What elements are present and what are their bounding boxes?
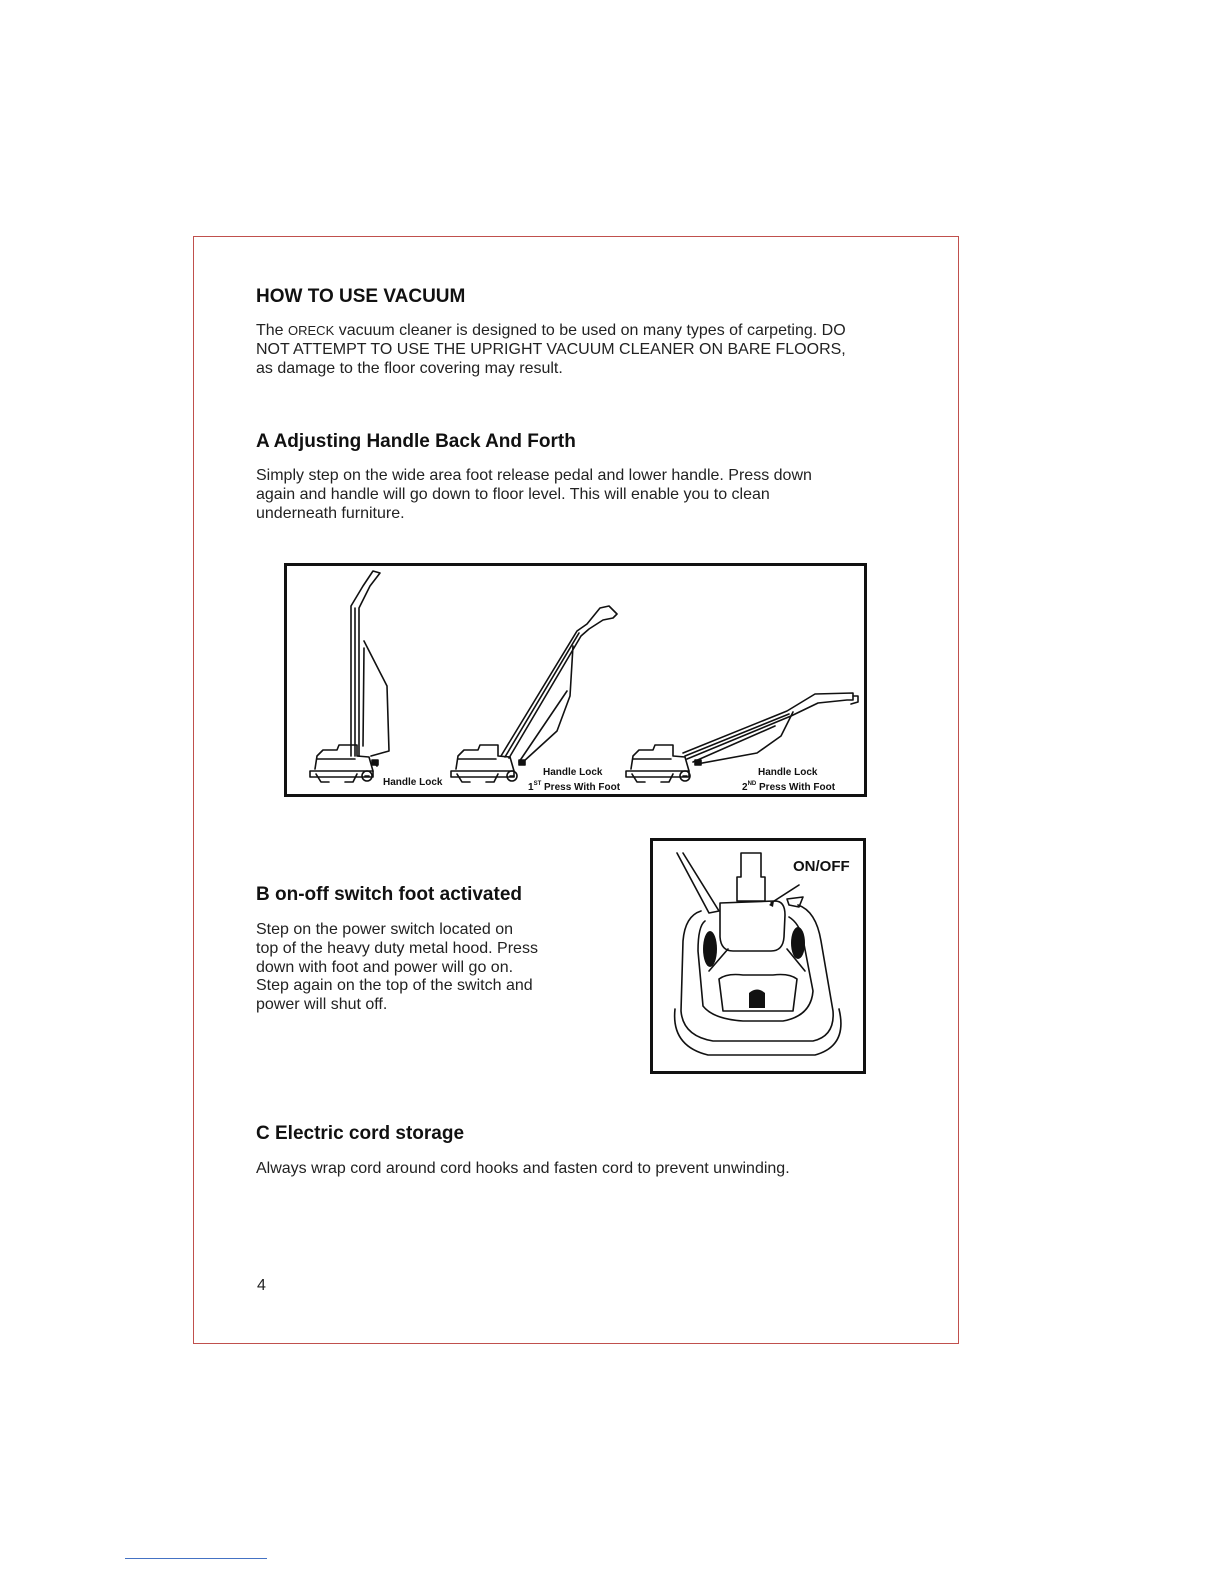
intro-line-2: NOT ATTEMPT TO USE THE UPRIGHT VACUUM CLEANER ON BARE FLOORS, — [256, 341, 846, 358]
power-switch-illustration — [653, 841, 863, 1071]
page-number: 4 — [257, 1277, 266, 1294]
brand-name: ORECK — [288, 323, 335, 338]
section-b-line-4: Step again on the top of the switch and — [256, 977, 533, 994]
intro-prefix: The — [256, 322, 289, 339]
vacuum-upright-drawing — [310, 571, 389, 782]
vacuum-first-press-drawing — [451, 606, 617, 782]
section-b-line-3: down with foot and power will go on. — [256, 959, 514, 976]
first-press-label: 1ST Press With Foot — [528, 781, 621, 793]
section-a-line-3: underneath furniture. — [256, 505, 405, 522]
page-title: HOW TO USE VACUUM — [256, 286, 466, 307]
power-switch-figure — [650, 838, 866, 1074]
intro-line-1 — [256, 321, 846, 340]
section-b-line-2: top of the heavy duty metal hood. Press — [256, 940, 538, 957]
footer-rule — [125, 1558, 267, 1559]
handle-positions-illustration — [287, 566, 864, 794]
vacuum-second-press-drawing — [626, 693, 858, 782]
handle-positions-figure — [284, 563, 867, 797]
section-a-line-2: again and handle will go down to floor level. This will enable you to clean — [256, 486, 770, 503]
intro-line-3: as damage to the floor covering may result. — [256, 360, 563, 377]
section-a-heading: A Adjusting Handle Back And Forth — [256, 431, 576, 452]
section-b-heading: B on-off switch foot activated — [256, 884, 522, 905]
handle-lock-label-3: Handle Lock — [758, 767, 818, 778]
section-c-text: Always wrap cord around cord hooks and fasten cord to prevent unwinding. — [256, 1160, 790, 1177]
second-press-label: 2ND Press With Foot — [742, 781, 836, 793]
handle-lock-label-1: Handle Lock — [383, 777, 443, 788]
section-a-line-1: Simply step on the wide area foot release pedal and lower handle. Press down — [256, 467, 812, 484]
section-c-heading: C Electric cord storage — [256, 1123, 465, 1144]
handle-lock-label-2: Handle Lock — [543, 767, 603, 778]
intro-line-1-rest: vacuum cleaner is designed to be used on many types of carpeting. DO — [334, 322, 846, 339]
section-b-line-5: power will shut off. — [256, 996, 388, 1013]
on-off-label: ON/OFF — [793, 858, 850, 875]
section-b-line-1: Step on the power switch located on — [256, 921, 514, 938]
